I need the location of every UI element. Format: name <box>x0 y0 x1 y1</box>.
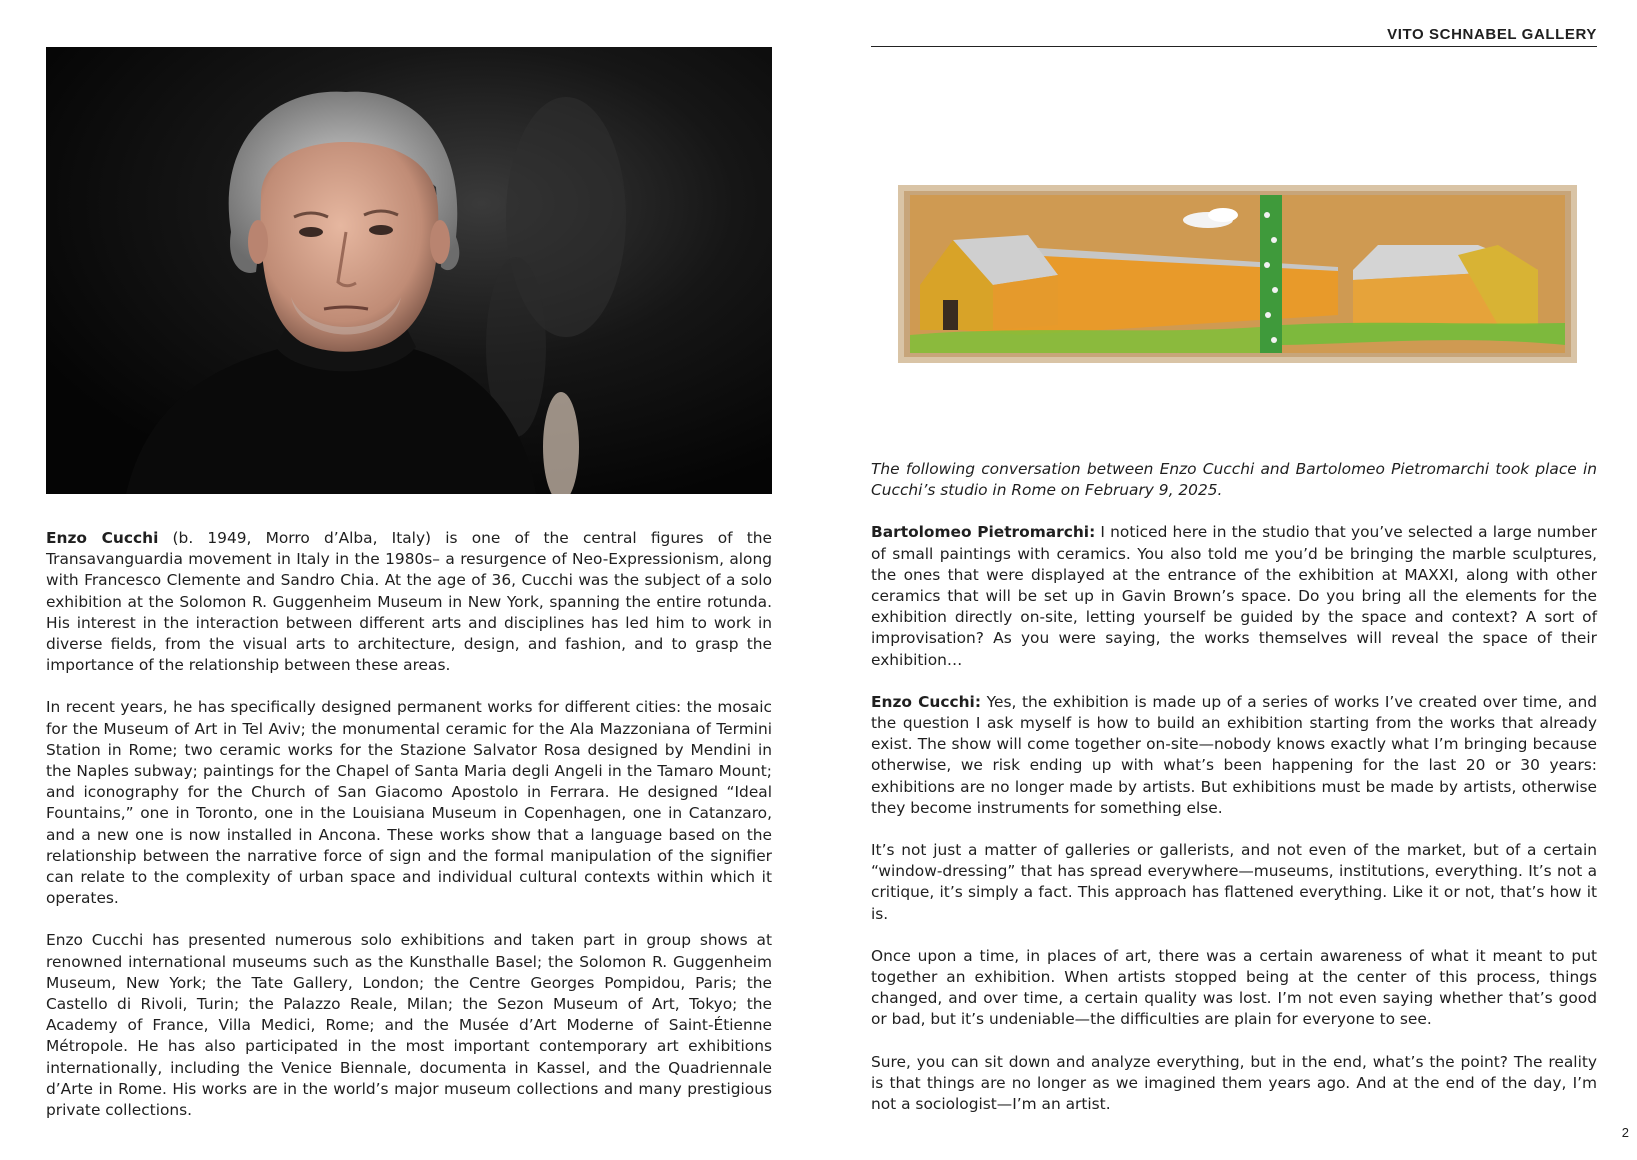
right-column <box>871 26 1597 1115</box>
speaker-pietromarchi: Bartolomeo Pietromarchi: <box>871 523 1096 542</box>
bio-paragraph-3: Enzo Cucchi has presented numerous solo exhibitions and taken part in group shows at renowned international museums such as the Kunsthalle Basel; the Solomon R. Guggenheim Museum, New York; the Tate Gallery, London; the Centre Georges Pompidou, Paris; the Castello di Rivoli, Turin; the Palazzo Reale, Milan; the Sezon Museum of Art, Tokyo; the Academy of France, Villa Medici, Rome; and the Musée d’Art Moderne of Saint-Étienne Métropole. He has also participated in the most important contemporary art exhibitions internationally, including the Venice Biennale, documenta in Kassel, and the Quadriennale d’Arte in Rome. His works are in the world’s major museum collections and many prestigious private collections. <box>46 931 772 1120</box>
conversation-intro: The following conversation between Enzo Cucchi and Bartolomeo Pietromarchi took place in Cucchi’s studio in Rome on February 9, 2025. <box>871 460 1597 500</box>
answer-paragraph-1 <box>871 692 1597 819</box>
question-paragraph-1-text: I noticed here in the studio that you’ve selected a large number of small paintings with ceramics. You also told me you’d be bringing the marble sculptures, the ones that were displayed at the entrance of the exhibition at MAXXI, along with other ceramics that will be set up in Gavin Brown’s space. Do you bring all the elements for the exhibition directly on-site, letting yourself be guided by the space and context? A sort of improvisation? As you were saying, the works themselves will reveal the space of their exhibition… <box>871 523 1597 669</box>
bio-paragraph-1 <box>46 528 772 676</box>
portrait-illustration <box>46 47 772 494</box>
bio-paragraph-1-text: (b. 1949, Morro d’Alba, Italy) is one of the central figures of the Transavanguardia movement in Italy in the 1980s– a resurgence of Neo-Expressionism, along with Francesco Clemente and Sandro Chia. At the age of 36, Cucchi was the subject of a solo exhibition at the Solomon R. Guggenheim Museum in New York, spanning the entire rotunda. His interest in the interaction between different arts and disciplines has led him to work in diverse fields, from the visual arts to architecture, design, and fashion, and to grasp the importance of the relationship between these areas. <box>46 529 772 675</box>
speaker-cucchi: Enzo Cucchi: <box>871 692 981 711</box>
painting-illustration <box>898 185 1577 363</box>
gallery-header: VITO SCHNABEL GALLERY <box>871 26 1597 47</box>
left-column <box>46 47 772 1121</box>
answer-paragraph-3: Once upon a time, in places of art, there was a certain awareness of what it meant to put together an exhibition. When artists stopped being at the center of this process, things changed, and over time, a certain quality was lost. I’m not even saying whether that’s good or bad, but it’s undeniable—the difficulties are plain for everyone to see. <box>871 946 1597 1029</box>
question-paragraph-1 <box>871 522 1597 670</box>
painting-artwork <box>898 185 1577 363</box>
artist-name: Enzo Cucchi <box>46 529 159 547</box>
answer-paragraph-2: It’s not just a matter of galleries or gallerists, and not even of the market, but of a certain “window-dressing” that has spread everywhere—museums, institutions, everything. It’s not a critique, it’s simply a fact. This approach has flattened everything. Like it or not, that’s how it is. <box>871 841 1597 923</box>
answer-paragraph-1-text: Yes, the exhibition is made up of a series of works I’ve created over time, and the question I ask myself is how to build an exhibition starting from the works that already exist. The show will come together on-site—nobody knows exactly what I’m bringing because otherwise, we risk ending up with what’s been happening for the last 20 or 30 years: exhibitions are no longer made by artists. But exhibitions must be made by artists, otherwise they become instruments for something else. <box>871 692 1597 817</box>
page-number: 2 <box>1621 1125 1629 1140</box>
answer-paragraph-4: Sure, you can sit down and analyze everything, but in the end, what’s the point? The reality is that things are no longer as we imagined them years ago. And at the end of the day, I’m not a sociologist—I’m an artist. <box>871 1052 1597 1114</box>
artist-portrait-photo <box>46 47 772 494</box>
bio-paragraph-2: In recent years, he has specifically designed permanent works for different cities: the mosaic for the Museum of Art in Tel Aviv; the monumental ceramic for the Ala Mazzoniana of Termini Station in Rome; two ceramic works for the Stazione Salvator Rosa designed by Mendini in the Naples subway; paintings for the Chapel of Santa Maria degli Angeli in the Tamaro Mount; and iconography for the Church of San Giacomo Apostolo in Ferrara. He designed “Ideal Fountains,” one in Toronto, one in the Louisiana Museum in Copenhagen, one in Catanzaro, and a new one is now installed in Ancona. These works show that a language based on the relationship between the narrative force of sign and the formal manipulation of the signifier can relate to the complexity of urban space and individual cultural contexts within which it operates. <box>46 698 772 908</box>
